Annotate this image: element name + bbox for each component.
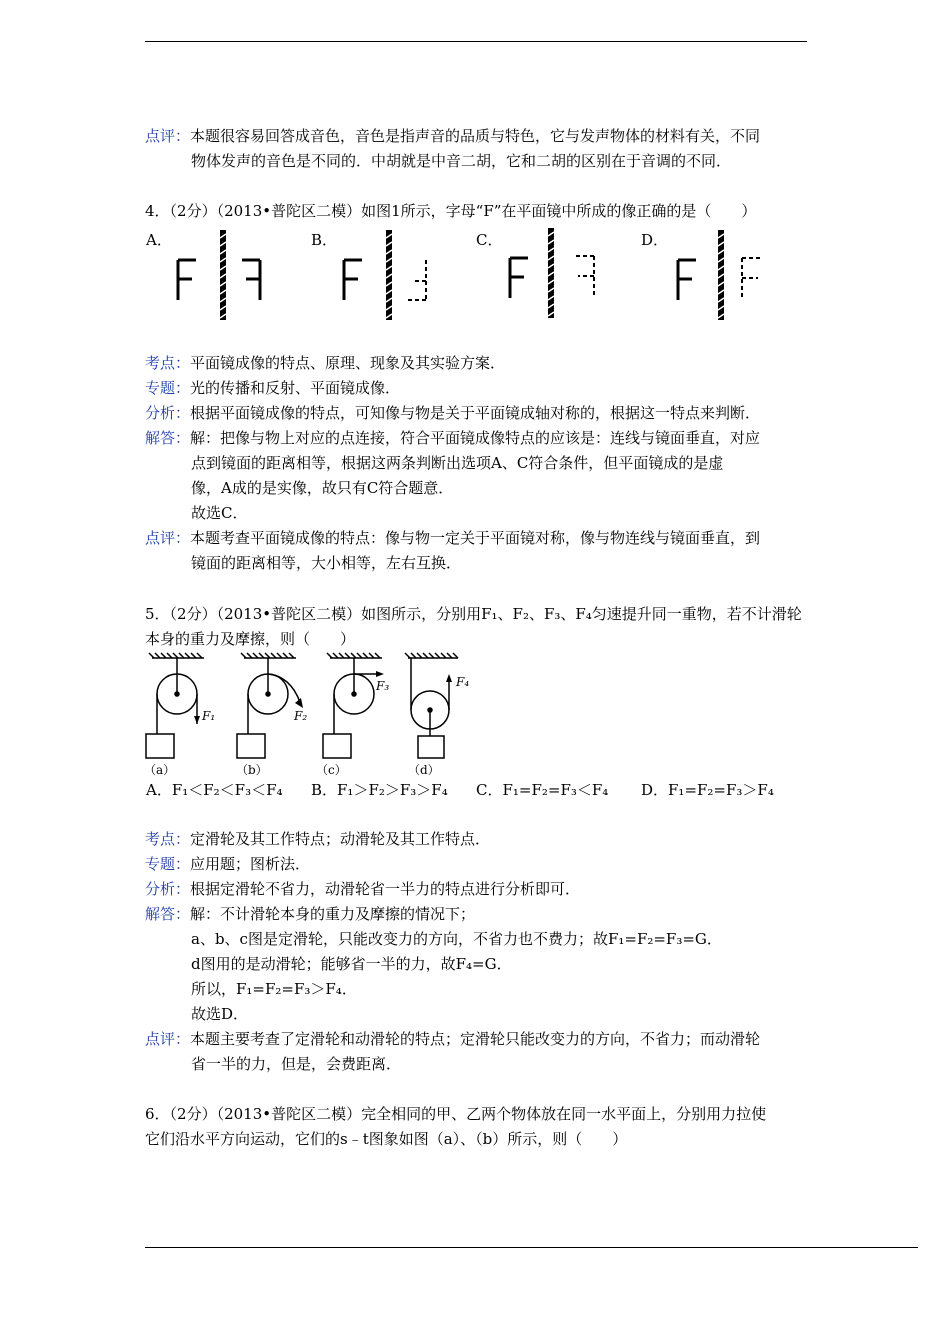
question-stem: 它们沿水平方向运动，它们的s﹣t图象如图（a）、（b）所示，则（ ） xyxy=(145,1130,628,1148)
q4-option-c: C． xyxy=(476,231,503,249)
bottom-rule xyxy=(145,1247,918,1248)
dianping-label: 点评： xyxy=(145,1030,191,1048)
question-stem: 6．（2分）（2013•普陀区二模）完全相同的甲、乙两个物体放在同一水平面上，分别用力拉使 xyxy=(145,1105,767,1123)
kaodian-text: 定滑轮及其工作特点；动滑轮及其工作特点． xyxy=(190,830,491,848)
prev-review xyxy=(145,124,807,174)
q4-analysis xyxy=(145,351,807,576)
q4-option-d: D． xyxy=(641,231,669,249)
q4-option-b: B． xyxy=(311,231,338,249)
q5-option-d: D．F₁=F₂=F₃＞F₄ xyxy=(641,781,774,799)
q5-option-c: C．F₁=F₂=F₃＜F₄ xyxy=(476,781,609,799)
dianping-text: 省一半的力，但是，会费距离． xyxy=(191,1055,402,1073)
fenxi-label: 分析： xyxy=(145,880,191,898)
kaodian-label: 考点： xyxy=(145,354,191,372)
review-label: 点评： xyxy=(145,127,191,145)
fenxi-label: 分析： xyxy=(145,404,191,422)
q4-figure-b xyxy=(336,228,436,324)
q4-option-a: A． xyxy=(146,231,172,249)
q5-stem xyxy=(145,602,807,652)
dianping-text: 本题考查平面镜成像的特点：像与物一定关于平面镜对称，像与物连线与镜面垂直，到 xyxy=(190,529,761,547)
q4-figure-c xyxy=(502,226,602,322)
figure-caption: （c） xyxy=(316,763,347,777)
dianping-text: 镜面的距离相等，大小相等，左右互换． xyxy=(191,554,462,572)
figure-caption: （b） xyxy=(236,763,268,777)
q5-pulley-figures xyxy=(140,652,480,780)
force-label: F₁ xyxy=(202,709,216,723)
zhuanti-text: 应用题；图析法． xyxy=(190,855,311,873)
review-text: 本题很容易回答成音色，音色是指声音的品质与特色，它与发声物体的材料有关，不同 xyxy=(190,127,761,145)
jieda-text: 点到镜面的距离相等，根据这两条判断出选项A、C符合条件，但平面镜成的是虚 xyxy=(191,454,724,472)
review-text: 物体发声的音色是不同的．中胡就是中音二胡，它和二胡的区别在于音调的不同． xyxy=(191,152,732,170)
q5-analysis xyxy=(145,827,807,1077)
jieda-text: 所以，F₁=F₂=F₃＞F₄． xyxy=(191,980,357,998)
dianping-label: 点评： xyxy=(145,529,191,547)
jieda-text: a、b、c图是定滑轮，只能改变力的方向，不省力也不费力；故F₁=F₂=F₃=G． xyxy=(191,930,722,948)
top-rule xyxy=(145,41,807,42)
jieda-text: 像，A成的是实像，故只有C符合题意． xyxy=(191,479,454,497)
force-label: F₃ xyxy=(376,679,390,693)
q5-option-b: B．F₁＞F₂＞F₃＞F₄ xyxy=(311,781,448,799)
question-stem: 4．（2分）（2013•普陀区二模）如图1所示，字母“F”在平面镜中所成的像正确的是（ ） xyxy=(145,202,757,220)
fenxi-text: 根据平面镜成像的特点，可知像与物是关于平面镜成轴对称的，根据这一特点来判断． xyxy=(190,404,761,422)
kaodian-text: 平面镜成像的特点、原理、现象及其实验方案． xyxy=(190,354,506,372)
jieda-text: 解：把像与物上对应的点连接，符合平面镜成像特点的应该是：连线与镜面垂直，对应 xyxy=(190,429,761,447)
kaodian-label: 考点： xyxy=(145,830,191,848)
q4-stem xyxy=(145,199,807,224)
figure-caption: （a） xyxy=(144,763,176,777)
jieda-label: 解答： xyxy=(145,429,191,447)
jieda-text: d图用的是动滑轮；能够省一半的力，故F₄=G． xyxy=(191,955,512,973)
zhuanti-label: 专题： xyxy=(145,379,191,397)
jieda-text: 解：不计滑轮本身的重力及摩擦的情况下； xyxy=(190,905,476,923)
jieda-label: 解答： xyxy=(145,905,191,923)
q6-stem xyxy=(145,1102,807,1152)
force-label: F₂ xyxy=(294,709,308,723)
question-stem: 5．（2分）（2013•普陀区二模）如图所示，分别用F₁、F₂、F₃、F₄匀速提升同一重物，若不计滑轮 xyxy=(145,605,802,623)
zhuanti-label: 专题： xyxy=(145,855,191,873)
q5-option-a: A．F₁＜F₂＜F₃＜F₄ xyxy=(146,781,283,799)
jieda-text: 故选C． xyxy=(191,504,248,522)
zhuanti-text: 光的传播和反射、平面镜成像． xyxy=(190,379,401,397)
fenxi-text: 根据定滑轮不省力，动滑轮省一半力的特点进行分析即可． xyxy=(190,880,581,898)
q4-figure-a xyxy=(170,228,270,324)
q4-figure-d xyxy=(670,228,770,324)
jieda-text: 故选D． xyxy=(191,1005,249,1023)
question-stem: 本身的重力及摩擦，则（ ） xyxy=(145,630,356,648)
figure-caption: （d） xyxy=(408,763,440,777)
dianping-text: 本题主要考查了定滑轮和动滑轮的特点；定滑轮只能改变力的方向，不省力；而动滑轮 xyxy=(190,1030,761,1048)
force-label: F₄ xyxy=(456,675,470,689)
